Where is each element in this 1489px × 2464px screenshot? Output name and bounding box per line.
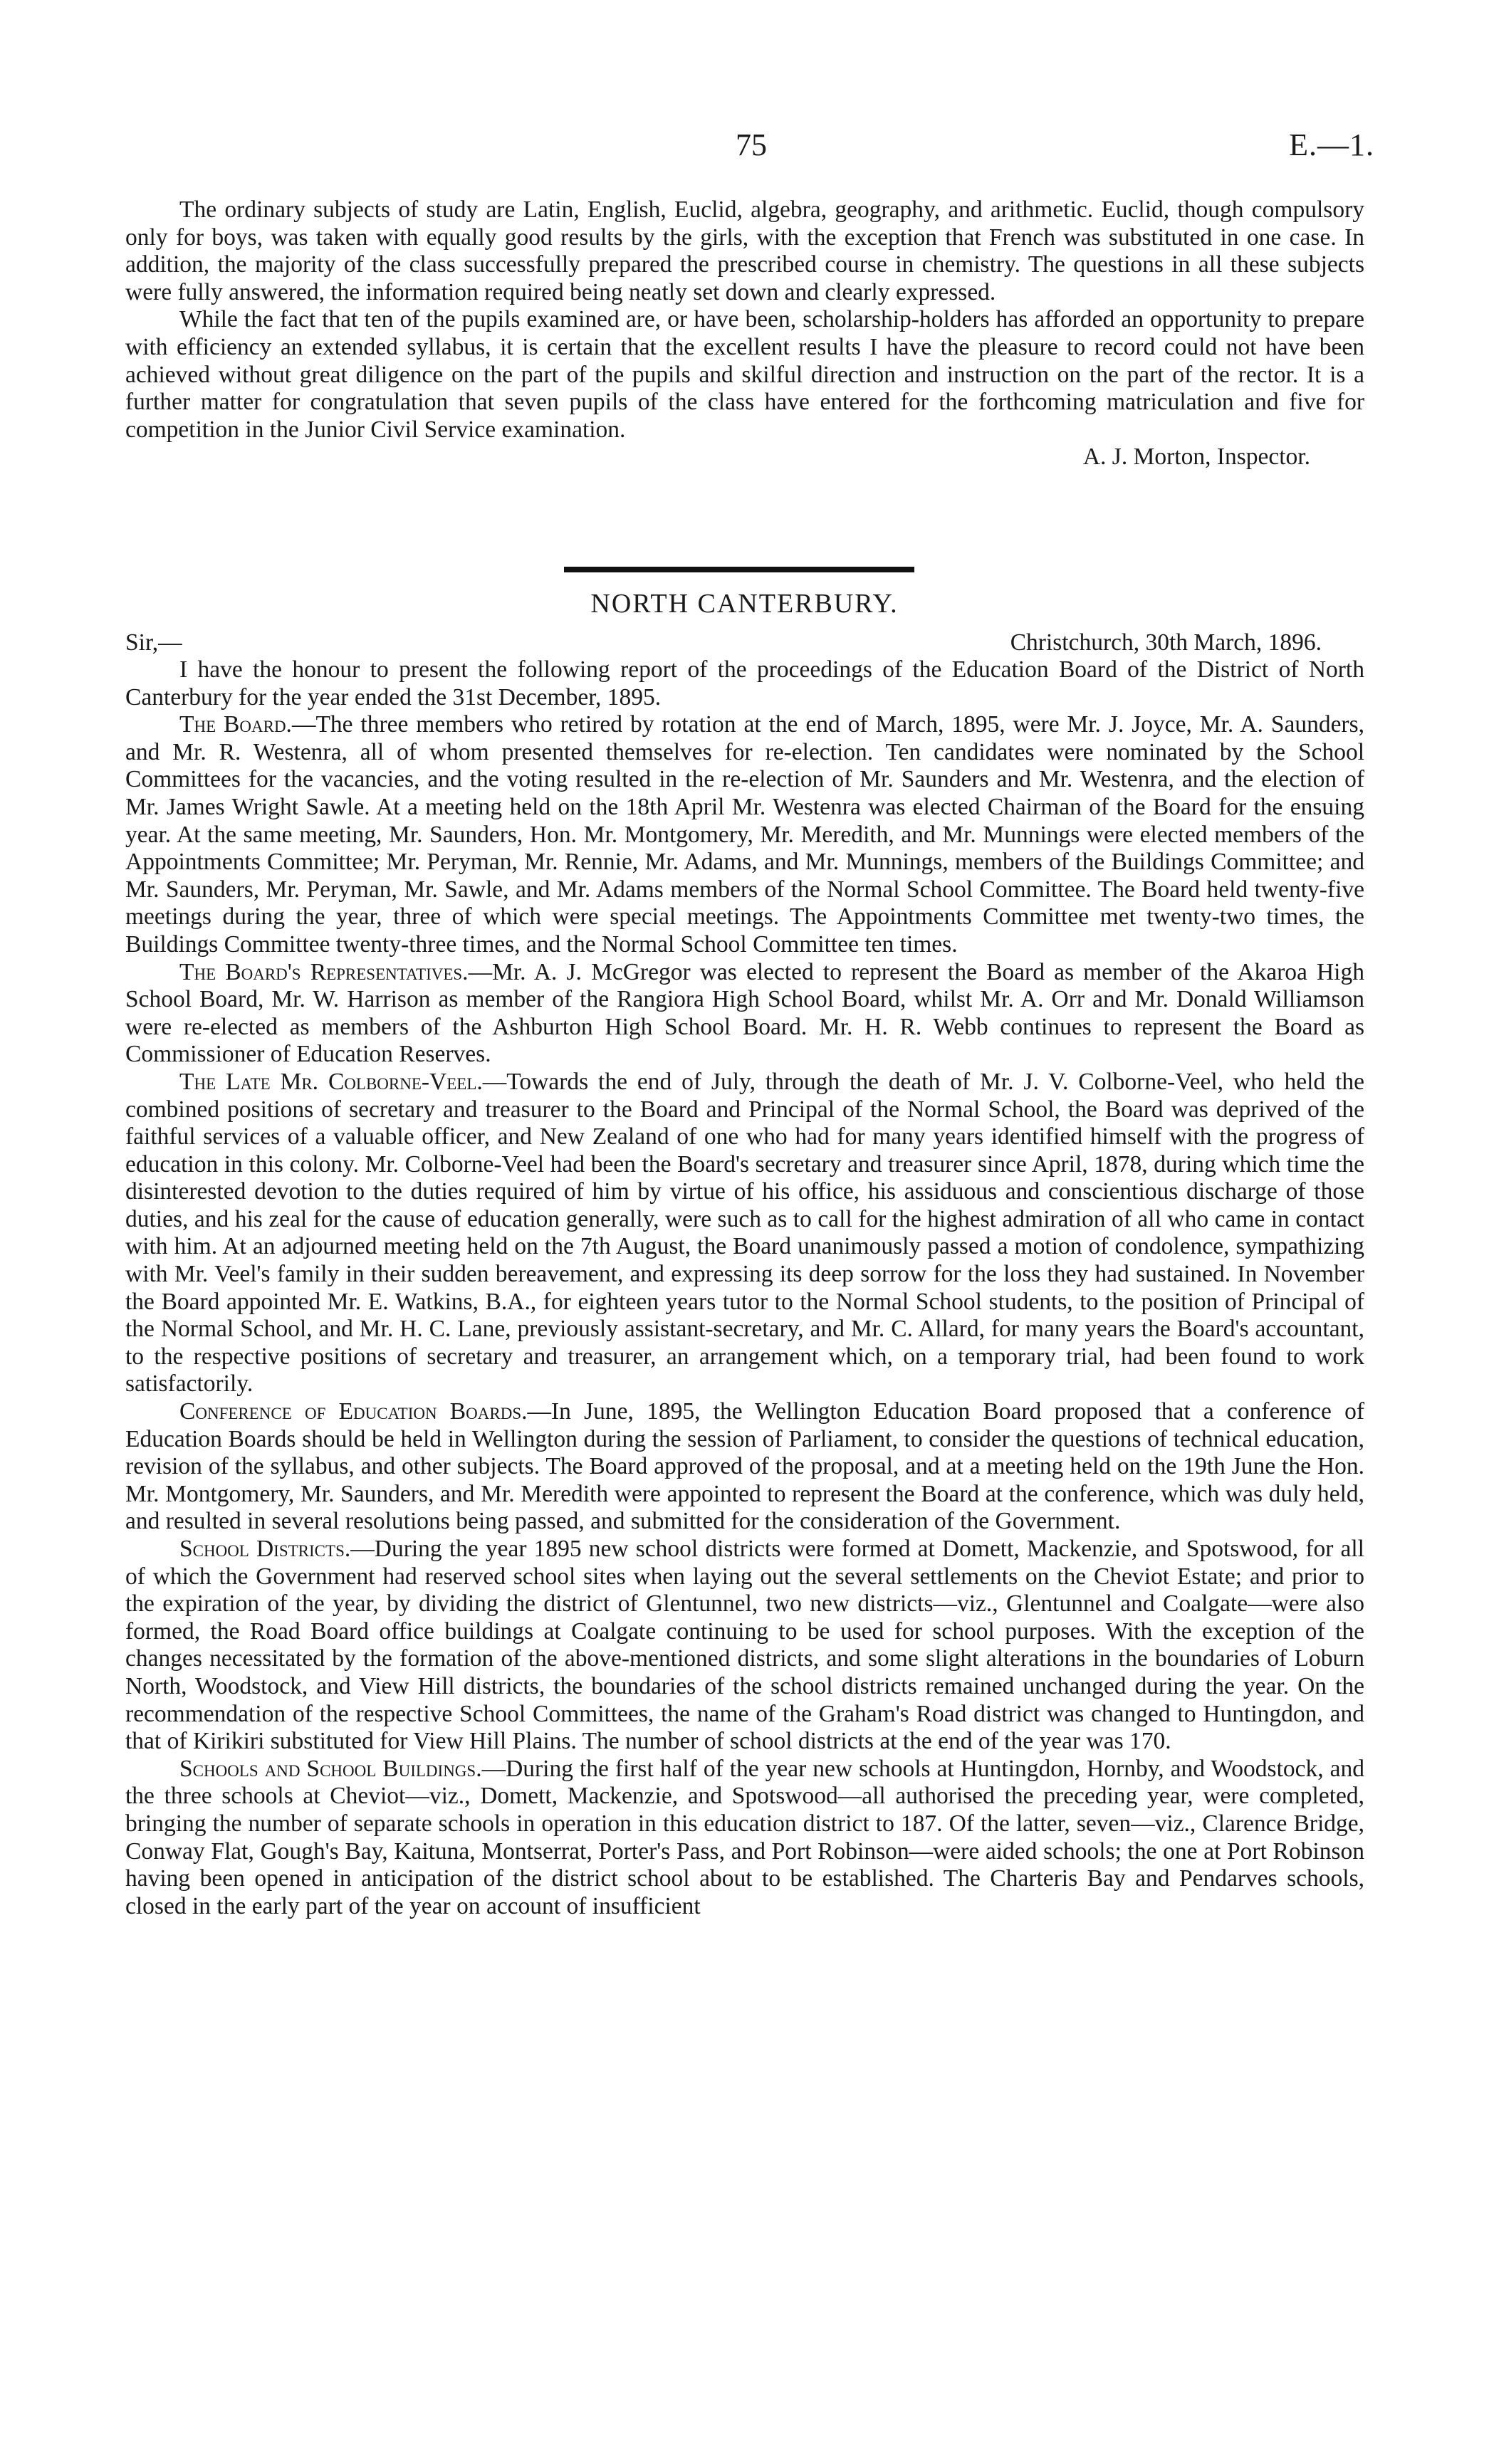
paragraph: While the fact that ten of the pupils examined are, or have been, scholarship-holders has afforded an opportunity to prepare with efficiency an extended syllabus, it is certain that the excellent results I have the pleasure to record could not have been achieved without great diligence on the part of the pupils and skilful direction and instruction on the part of the rector. It is a further matter for congratulation that seven pupils of the class have entered for the forthcoming matriculation and five for competition in the Junior Civil Service examination. xyxy=(125,306,1364,443)
paragraph-heading: The Board's Representatives. xyxy=(179,958,469,985)
paragraph-text: —During the year 1895 new school districts were formed at Domett, Mackenzie, and Spotswood, for all of which the Government had reserved school sites when laying out the several settlements on the Cheviot Estate; and prior to the expiration of the year, by dividing the district of Glentunnel, two new districts—viz., Glentunnel and Coalgate—were also formed, the Road Board office buildings at Coalgate continuing to be used for school purposes. With the exception of the changes necessitated by the formation of the above-mentioned districts, and some slight alterations in the boundaries of Loburn North, Woodstock, and View Hill districts, the boundaries of the school districts remained unchanged during the year. On the recommendation of the respective School Committees, the name of the Graham's Road district was changed to Huntingdon, and that of Kirikiri substituted for View Hill Plains. The number of school districts at the end of the year was 170. xyxy=(125,1536,1364,1755)
report-body xyxy=(125,656,1364,1920)
paragraph-heading: School Districts. xyxy=(179,1536,351,1562)
paragraph-conference xyxy=(125,1398,1364,1536)
page-header xyxy=(128,120,1374,169)
paragraph-heading: The Late Mr. Colborne-Veel. xyxy=(179,1068,483,1095)
series-number: E.—1. xyxy=(1289,127,1374,162)
paragraph-representatives xyxy=(125,959,1364,1069)
salutation-row xyxy=(125,629,1364,658)
paragraph-heading: Schools and School Buildings. xyxy=(179,1755,482,1782)
paragraph-text: —Towards the end of July, through the death of Mr. J. V. Colborne-Veel, who held the combined positions of secretary and treasurer to the Board and Principal of the Normal School, the Board was deprived of the faithful services of a valuable officer, and New Zealand of one who had for many years identified himself with the progress of education in this colony. Mr. Colborne-Veel had been the Board's secretary and treasurer since April, 1878, during which time the disinterested devotion to the duties required of him by virtue of his office, his assiduous and conscientious discharge of those duties, and his zeal for the cause of education generally, were such as to call for the highest admiration of all who came in contact with him. At an adjourned meeting held on the 7th August, the Board unanimously passed a motion of condolence, sympathizing with Mr. Veel's family in their sudden bereavement, and expressing its deep sorrow for the loss they had sustained. In November the Board appointed Mr. E. Watkins, B.A., for eighteen years tutor to the Normal School students, to the position of Principal of the Normal School, and Mr. H. C. Lane, previously assistant-secretary, and Mr. C. Allard, for many years the Board's accountant, to the respective positions of secretary and treasurer, an arrangement which, on a temporary trial, had been found to work satisfactorily. xyxy=(125,1068,1364,1398)
previous-report-text xyxy=(125,196,1364,471)
paragraph-colborne-veel xyxy=(125,1069,1364,1398)
date-line: Christchurch, 30th March, 1896. xyxy=(1010,629,1322,656)
paragraph: The ordinary subjects of study are Latin, English, Euclid, algebra, geography, and arithmetic. Euclid, though compulsory only for boys, was taken with equally good results by the girls, with the exception that French was substituted in one case. In addition, the majority of the class successfully prepared the prescribed course in chemistry. The questions in all these subjects were fully answered, the information required being neatly set down and clearly expressed. xyxy=(125,196,1364,305)
salutation: Sir,— xyxy=(125,629,182,656)
paragraph-text: —In June, 1895, the Wellington Education Board proposed that a conference of Education Boards should be held in Wellington during the session of Parliament, to consider the questions of technical education, revision of the syllabus, and other subjects. The Board approved of the proposal, and at a meeting held on the 19th June the Hon. Mr. Montgomery, Mr. Saunders, and Mr. Meredith were appointed to represent the Board at the conference, which was duly held, and resulted in several resolutions being passed, and submitted for the consideration of the Government. xyxy=(125,1398,1365,1535)
section-divider xyxy=(564,567,914,572)
inspector-signature: A. J. Morton, Inspector. xyxy=(1082,444,1310,471)
section-title: NORTH CANTERBURY. xyxy=(590,589,899,619)
paragraph-the-board xyxy=(125,711,1364,958)
page-number: 75 xyxy=(736,127,767,162)
paragraph-text: —Mr. A. J. McGregor was elected to represent the Board as member of the Akaroa High School Board, Mr. W. Harrison as member of the Rangiora High School Board, whilst Mr. A. Orr and Mr. Donald Williamson were re-elected as members of the Ashburton High School Board. Mr. H. R. Webb continues to represent the Board as Commissioner of Education Reserves. xyxy=(125,958,1364,1068)
paragraph-text: —The three members who retired by rotation at the end of March, 1895, were Mr. J. Joyce, Mr. A. Saunders, and Mr. R. Westenra, all of whom presented themselves for re-election. Ten candidates were nominated by the School Committees for the vacancies, and the voting resulted in the re-election of Mr. Saunders and Mr. Westenra, and the election of Mr. James Wright Sawle. At a meeting held on the 18th April Mr. Westenra was elected Chairman of the Board for the ensuing year. At the same meeting, Mr. Saunders, Hon. Mr. Montgomery, Mr. Meredith, and Mr. Munnings were elected members of the Appointments Committee; Mr. Peryman, Mr. Rennie, Mr. Adams, and Mr. Munnings, members of the Buildings Committee; and Mr. Saunders, Mr. Peryman, Mr. Sawle, and Mr. Adams members of the Normal School Committee. The Board held twenty-five meetings during the year, three of which were special meetings. The Appointments Committee met twenty-two times, the Buildings Committee twenty-three times, and the Normal School Committee ten times. xyxy=(125,711,1365,958)
paragraph-school-buildings xyxy=(125,1756,1364,1921)
intro-paragraph: I have the honour to present the following report of the proceedings of the Education Board of the District of North Canterbury for the year ended the 31st December, 1895. xyxy=(125,656,1364,711)
paragraph-text: —During the first half of the year new schools at Huntingdon, Hornby, and Woodstock, and the three schools at Cheviot—viz., Domett, Mackenzie, and Spotswood—all authorised the preceding year, were completed, bringing the number of separate schools in operation in this education district to 187. Of the latter, seven—viz., Clarence Bridge, Conway Flat, Gough's Bay, Kaituna, Montserrat, Porter's Pass, and Port Robinson—were aided schools; the one at Port Robinson having been opened in anticipation of the district school about to be established. The Charteris Bay and Pendarves schools, closed in the early part of the year on account of insufficient xyxy=(125,1755,1364,1919)
paragraph-school-districts xyxy=(125,1536,1364,1756)
paragraph-heading: Conference of Education Boards. xyxy=(179,1398,528,1425)
paragraph-heading: The Board. xyxy=(179,711,292,738)
